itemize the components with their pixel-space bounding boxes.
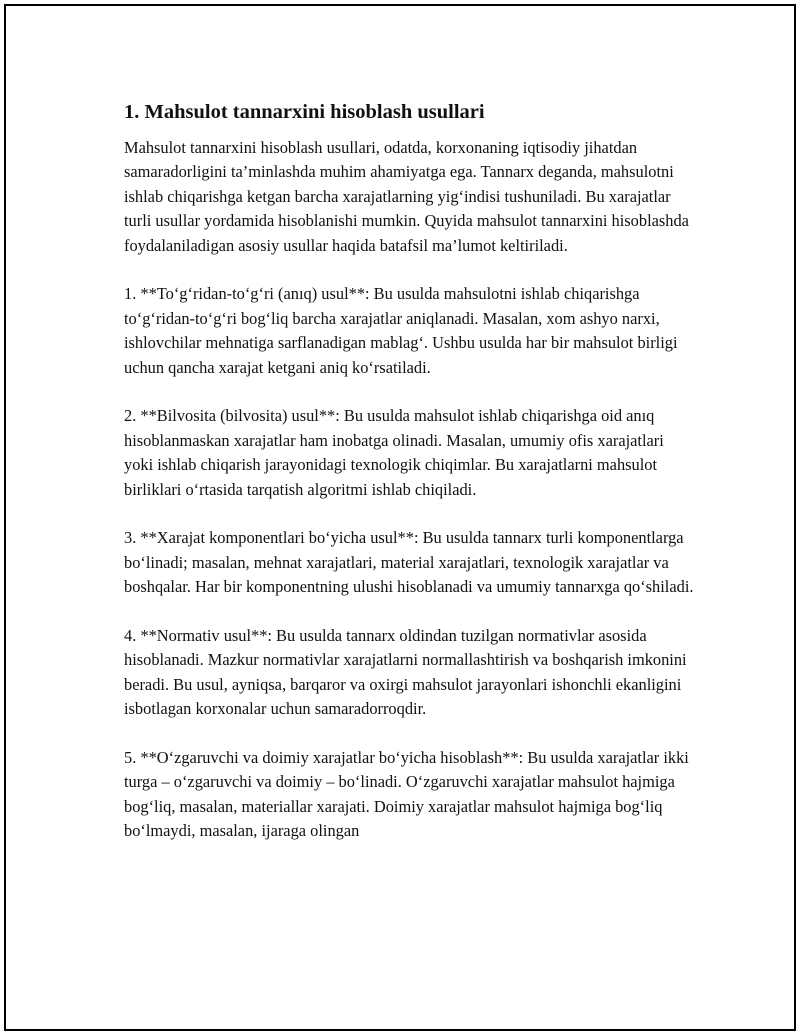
method-indirect-paragraph: 2. **Bilvosita (bilvosita) usul**: Bu usulda mahsulot ishlab chiqarishga oid anıq hisoblanmaskan xarajatlar ham inobatga olinadi. Masalan, umumiy ofis xarajatlari yoki ishlab chiqarish jarayonidagi texnologik chiqimlar. Bu xarajatlarni mahsulot birliklari o‘rtasida tarqatish algoritmi ishlab chiqiladi. — [124, 406, 664, 499]
method-direct-paragraph: 1. **To‘g‘ridan-to‘g‘ri (anıq) usul**: Bu usulda mahsulotni ishlab chiqarishga to‘g‘ridan-to‘g‘ri bog‘liq barcha xarajatlar aniqlanadi. Masalan, xom ashyo narxi, ishlovchilar mehnatiga sarflanadigan mablag‘. Ushbu usulda har bir mahsulot birligi uchun qancha xarajat ketgani aniq ko‘rsatiladi. — [124, 284, 678, 377]
method-variable-fixed-paragraph: 5. **O‘zgaruvchi va doimiy xarajatlar bo‘yicha hisoblash**: Bu usulda xarajatlar ikki turga – o‘zgaruvchi va doimiy – bo‘linadi. O‘zgaruvchi xarajatlar mahsulot hajmiga bog‘liq, masalan, materiallar xarajati. Doimiy xarajatlar mahsulot hajmiga bog‘liq bo‘lmaydi, masalan, ijaraga olingan — [124, 748, 689, 841]
intro-paragraph: Mahsulot tannarxini hisoblash usullari, odatda, korxonaning iqtisodiy jihatdan samaradorligini ta’minlashda muhim ahamiyatga ega. Tannarx deganda, mahsulotni ishlab chiqarishga ketgan barcha xarajatlarning yig‘indisi tushuniladi. Bu xarajatlar turli usullar yordamida hisoblanishi mumkin. Quyida mahsulot tannarxini hisoblashda foydalaniladigan asosiy usullar haqida batafsil ma’lumot keltiriladi. — [124, 138, 689, 255]
method-normative-paragraph: 4. **Normativ usul**: Bu usulda tannarx oldindan tuzilgan normativlar asosida hisoblanadi. Mazkur normativlar xarajatlarni normallashtirish va boshqarish imkonini beradi. Bu usul, ayniqsa, barqaror va oxirgi mahsulot jarayonlari ishonchli ekanligini isbotlagan korxonalar uchun samaradorroqdir. — [124, 626, 687, 719]
method-components-paragraph: 3. **Xarajat komponentlari bo‘yicha usul**: Bu usulda tannarx turli komponentlarga bo‘linadi; masalan, mehnat xarajatlari, material xarajatlari, texnologik xarajatlar va boshqalar. Har bir komponentning ulushi hisoblanadi va umumiy tannarxga qo‘shiladi. — [124, 528, 694, 597]
section-heading: 1. Mahsulot tannarxini hisoblash usullari — [124, 101, 485, 123]
document-body — [124, 98, 694, 868]
page-frame — [4, 4, 796, 1031]
